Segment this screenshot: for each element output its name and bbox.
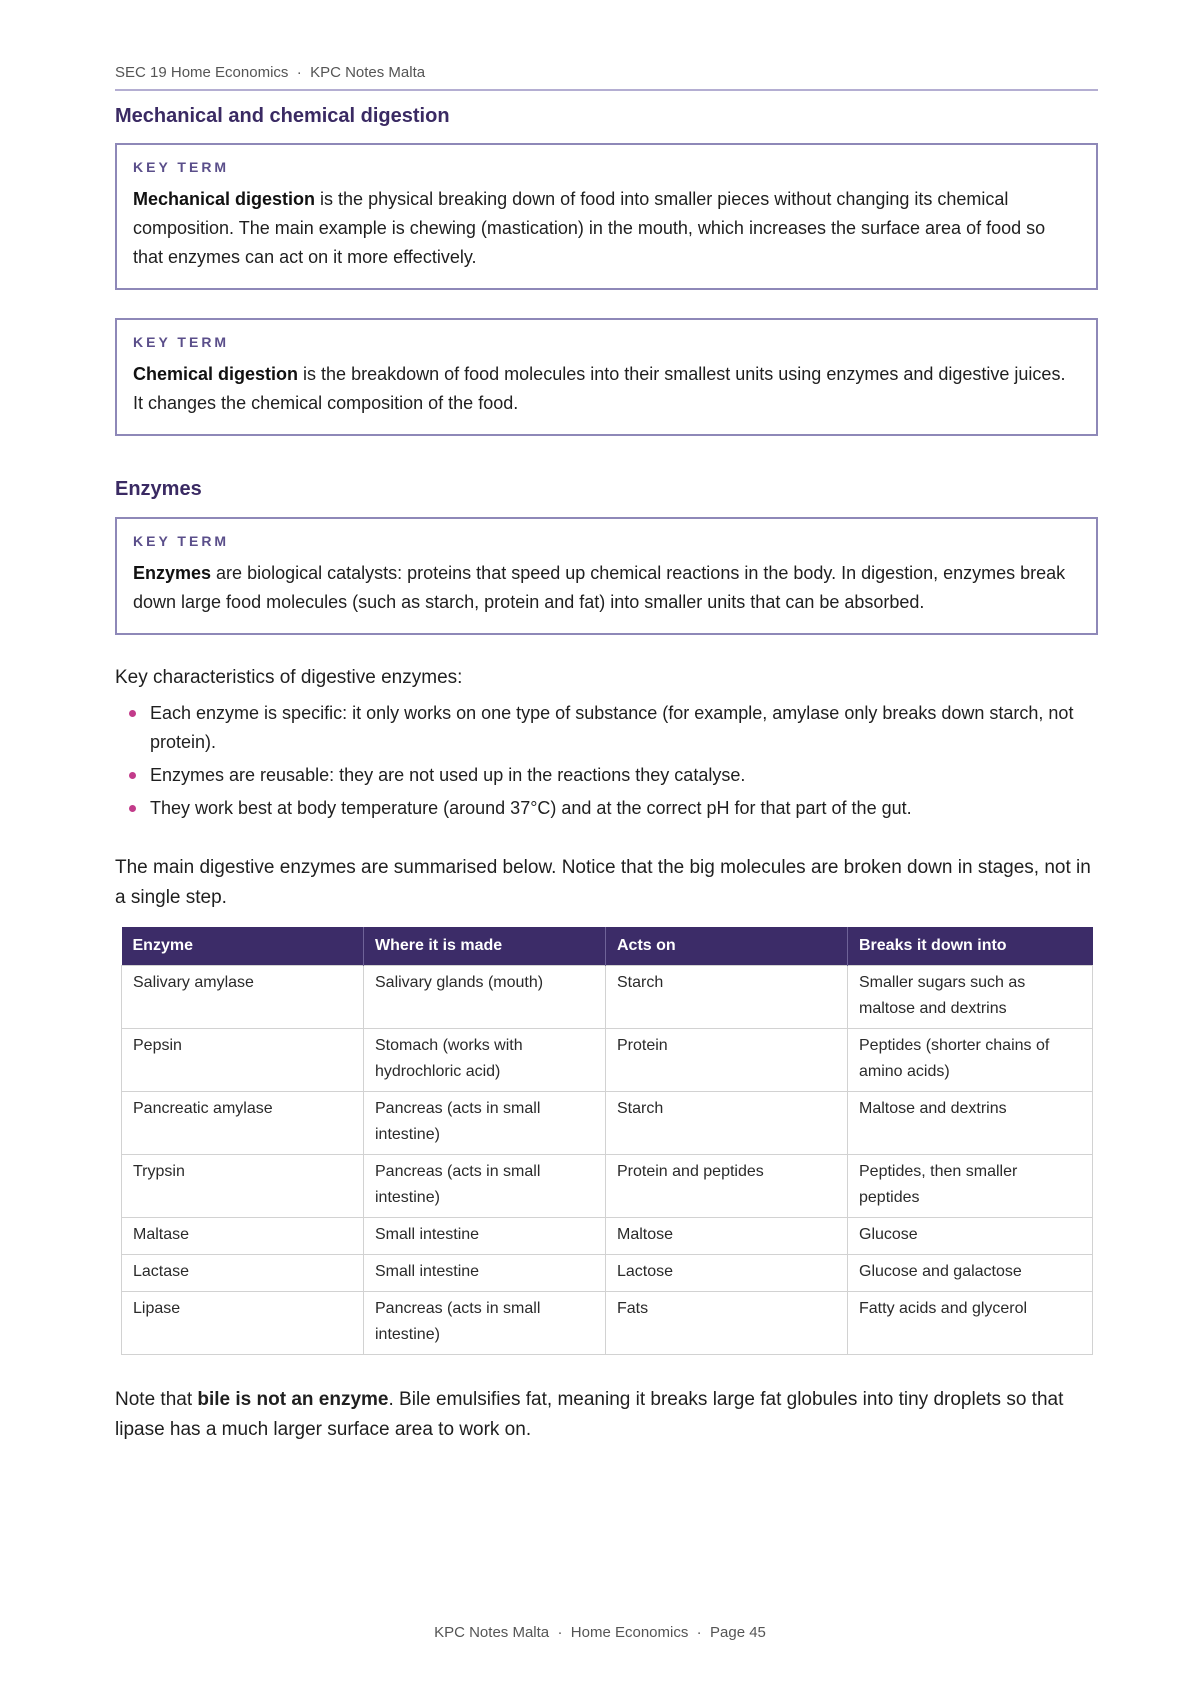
table-cell: Glucose and galactose xyxy=(848,1255,1093,1292)
table-cell: Maltase xyxy=(122,1218,364,1255)
list-item-text: Each enzyme is specific: it only works on one type of substance (for example, amylase only breaks down starch, not protein). xyxy=(150,703,1074,752)
section-title-digestion: Mechanical and chemical digestion xyxy=(115,105,450,127)
table-cell: Small intestine xyxy=(364,1255,606,1292)
bullet-icon xyxy=(129,805,136,812)
running-footer: KPC Notes Malta · Home Economics · Page 45 xyxy=(434,1624,766,1641)
column-header-where-made: Where it is made xyxy=(364,927,606,966)
column-header-enzyme: Enzyme xyxy=(122,927,364,966)
table-cell: Salivary glands (mouth) xyxy=(364,966,606,1029)
note-emphasis: bile is not an enzyme xyxy=(197,1389,389,1410)
key-term-definition: is the physical breaking down of food into smaller pieces without changing its chemical composition. The main example is chewing (mastication) in the mouth, which increases the surface area of food so that enzymes can act on it more effectively. xyxy=(133,189,1046,267)
table-cell: Pancreas (acts in small intestine) xyxy=(364,1155,606,1218)
key-term-word: Chemical digestion xyxy=(133,364,299,384)
table-cell: Lactose xyxy=(606,1255,848,1292)
column-header-breaks-into: Breaks it down into xyxy=(848,927,1093,966)
table-cell: Salivary amylase xyxy=(122,966,364,1029)
table-cell: Pepsin xyxy=(122,1029,364,1092)
table-cell: Lipase xyxy=(122,1292,364,1355)
table-cell: Glucose xyxy=(848,1218,1093,1255)
page-content xyxy=(115,105,1098,1445)
table-row xyxy=(122,1255,1093,1292)
table-cell: Peptides (shorter chains of amino acids) xyxy=(848,1029,1093,1092)
enzyme-table xyxy=(121,927,1093,1355)
key-term-definition: is the breakdown of food molecules into their smallest units using enzymes and digestive juices. It changes the chemical composition of the food. xyxy=(133,364,1066,413)
key-term-word: Mechanical digestion xyxy=(133,189,316,209)
characteristics-list xyxy=(115,699,1098,823)
table-cell: Peptides, then smaller peptides xyxy=(848,1155,1093,1218)
table-cell: Pancreatic amylase xyxy=(122,1092,364,1155)
key-term-word: Enzymes xyxy=(133,563,212,583)
list-item xyxy=(115,761,1098,790)
table-cell: Pancreas (acts in small intestine) xyxy=(364,1092,606,1155)
note-text: Note that xyxy=(115,1389,198,1410)
table-cell: Fats xyxy=(606,1292,848,1355)
section-title-enzymes: Enzymes xyxy=(115,478,202,500)
table-row xyxy=(122,1029,1093,1092)
key-term-text xyxy=(133,360,1080,418)
running-header: SEC 19 Home Economics · KPC Notes Malta xyxy=(115,64,1098,91)
key-term-definition: are biological catalysts: proteins that speed up chemical reactions in the body. In digestion, enzymes break down large food molecules (such as starch, protein and fat) into smaller units that can be absorbed. xyxy=(133,563,1066,612)
table-cell: Smaller sugars such as maltose and dextrins xyxy=(848,966,1093,1029)
table-cell: Protein and peptides xyxy=(606,1155,848,1218)
table-cell: Starch xyxy=(606,966,848,1029)
bullet-icon xyxy=(129,710,136,717)
table-cell: Stomach (works with hydrochloric acid) xyxy=(364,1029,606,1092)
bile-note xyxy=(115,1385,1098,1445)
table-cell: Small intestine xyxy=(364,1218,606,1255)
key-term-label: KEY TERM xyxy=(133,159,230,175)
table-cell: Lactase xyxy=(122,1255,364,1292)
table-header-row xyxy=(122,927,1093,966)
bullet-icon xyxy=(129,772,136,779)
table-row xyxy=(122,966,1093,1029)
table-row xyxy=(122,1292,1093,1355)
table-cell: Fatty acids and glycerol xyxy=(848,1292,1093,1355)
table-cell: Starch xyxy=(606,1092,848,1155)
key-term-label: KEY TERM xyxy=(133,533,230,549)
key-term-box-chemical xyxy=(115,318,1098,436)
list-item xyxy=(115,699,1098,757)
key-term-box-enzymes xyxy=(115,517,1098,635)
table-cell: Pancreas (acts in small intestine) xyxy=(364,1292,606,1355)
list-item xyxy=(115,794,1098,823)
note-text: . Bile emulsifies fat, meaning it breaks large fat globules into tiny droplets so that lipase has a much larger surface area to work on. xyxy=(115,1389,1064,1440)
table-cell: Maltose xyxy=(606,1218,848,1255)
table-row xyxy=(122,1155,1093,1218)
characteristics-intro: Key characteristics of digestive enzymes: xyxy=(115,667,463,688)
table-cell: Maltose and dextrins xyxy=(848,1092,1093,1155)
summary-paragraph: The main digestive enzymes are summarised below. Notice that the big molecules are broken down in stages, not in a single step. xyxy=(115,857,1091,908)
list-item-text: Enzymes are reusable: they are not used up in the reactions they catalyse. xyxy=(150,765,746,785)
table-row xyxy=(122,1092,1093,1155)
key-term-text xyxy=(133,185,1080,272)
list-item-text: They work best at body temperature (around 37°C) and at the correct pH for that part of the gut. xyxy=(150,798,912,818)
key-term-label: KEY TERM xyxy=(133,334,230,350)
table-row xyxy=(122,1218,1093,1255)
key-term-text xyxy=(133,559,1080,617)
table-cell: Trypsin xyxy=(122,1155,364,1218)
key-term-box-mechanical xyxy=(115,143,1098,290)
table-cell: Protein xyxy=(606,1029,848,1092)
column-header-acts-on: Acts on xyxy=(606,927,848,966)
